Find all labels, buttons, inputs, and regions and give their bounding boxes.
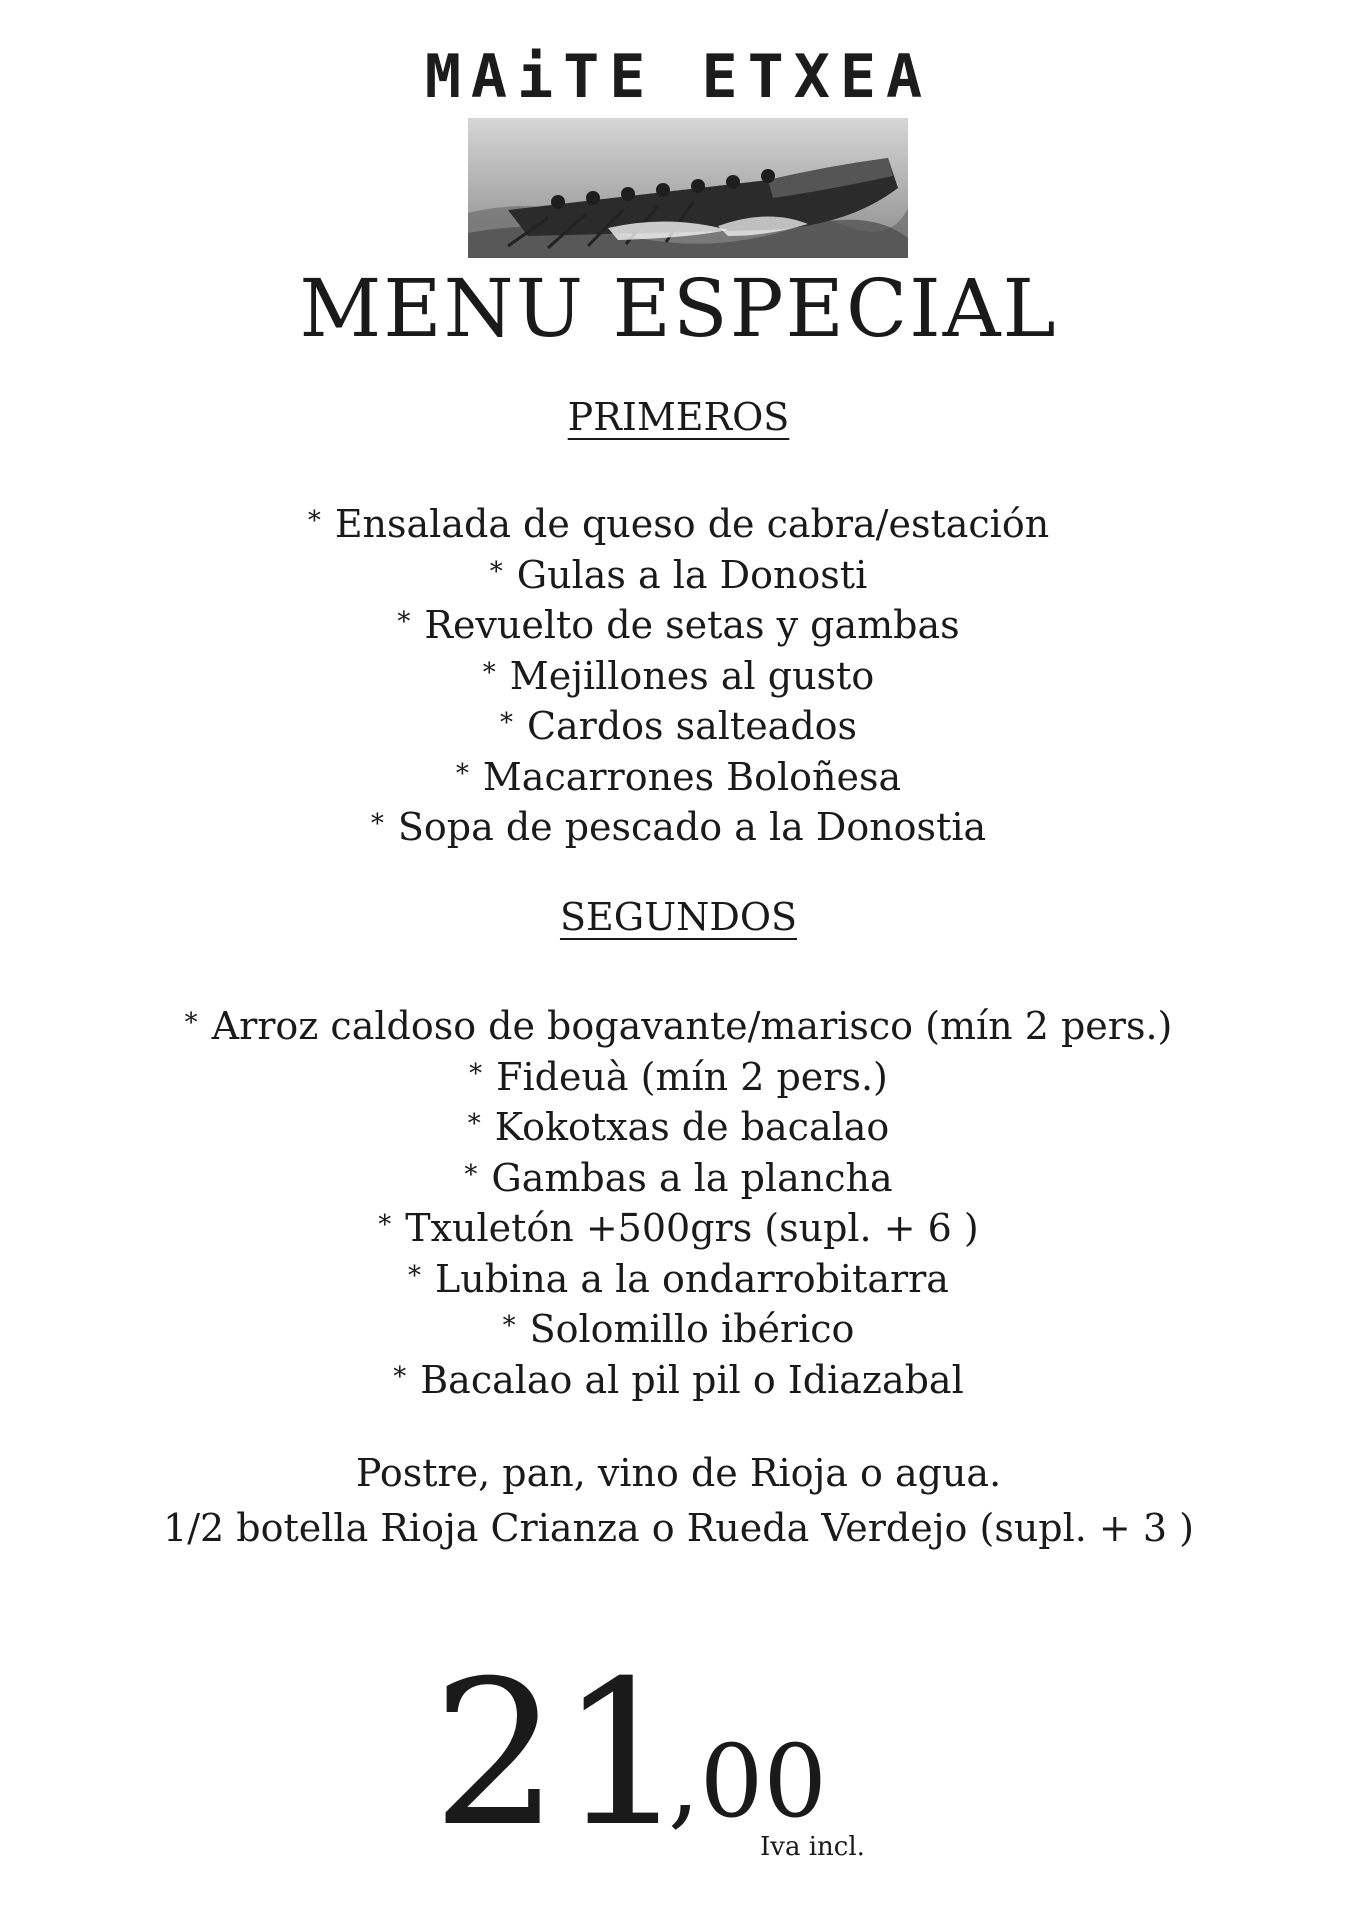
list-item	[0, 1200, 1357, 1251]
dish-name: Fideuà (mín 2 pers.)	[496, 1054, 888, 1099]
list-item	[0, 749, 1357, 800]
list-item	[0, 1049, 1357, 1100]
bullet-star-icon: *	[502, 1311, 516, 1341]
dish-name: Sopa de pescado a la Donostia	[397, 805, 987, 849]
menu-title: MENU ESPECIAL	[299, 262, 1058, 355]
dish-name: Mejillones al gusto	[509, 653, 875, 698]
dish-name: Kokotxas de bacalao	[494, 1105, 890, 1149]
dish-name: Bacalao al pil pil o Idiazabal	[420, 1357, 964, 1402]
dish-name: Gulas a la Donosti	[516, 552, 868, 597]
list-item	[0, 1352, 1357, 1403]
bullet-star-icon: *	[482, 657, 496, 688]
list-item	[0, 1251, 1357, 1302]
segundos-list	[0, 998, 1357, 1402]
bullet-star-icon: *	[378, 1210, 392, 1240]
bullet-star-icon: *	[307, 506, 321, 536]
list-item	[0, 597, 1357, 648]
dish-name: Txuletón +500grs (supl. + 6 )	[405, 1206, 979, 1250]
bullet-star-icon: *	[397, 607, 411, 637]
primeros-list	[0, 496, 1357, 850]
bullet-star-icon: *	[393, 1361, 407, 1392]
list-item	[0, 1099, 1357, 1150]
bullet-star-icon: *	[370, 809, 384, 839]
bullet-star-icon: *	[408, 1260, 422, 1291]
list-item	[0, 799, 1357, 850]
bullet-star-icon: *	[467, 1109, 481, 1139]
bullet-star-icon: *	[464, 1159, 478, 1190]
list-item	[0, 998, 1357, 1049]
price-integer: 21	[432, 1638, 687, 1871]
bullet-star-icon: *	[469, 1058, 483, 1089]
bullet-star-icon: *	[184, 1008, 198, 1038]
list-item	[0, 547, 1357, 598]
list-item	[0, 496, 1357, 547]
bullet-star-icon: *	[489, 556, 503, 587]
tax-note: Iva incl.	[760, 1832, 865, 1862]
list-item	[0, 1301, 1357, 1352]
dish-name: Ensalada de queso de cabra/estación	[334, 502, 1050, 546]
dish-name: Lubina a la ondarrobitarra	[435, 1256, 949, 1301]
list-item	[0, 648, 1357, 699]
dish-name: Macarrones Boloñesa	[482, 754, 902, 799]
restaurant-name: MAiTE ETXEA	[424, 42, 933, 112]
dish-name: Solomillo ibérico	[529, 1307, 855, 1351]
includes-line: Postre, pan, vino de Rioja o agua.	[355, 1451, 1002, 1495]
list-item	[0, 698, 1357, 749]
dish-name: Revuelto de setas y gambas	[424, 603, 960, 647]
dish-name: Gambas a la plancha	[491, 1155, 893, 1200]
primeros-heading: PRIMEROS	[567, 395, 790, 439]
dish-name: Arroz caldoso de bogavante/marisco (mín 2 pers.)	[211, 1004, 1173, 1048]
bullet-star-icon: *	[499, 708, 513, 738]
bullet-star-icon: *	[455, 758, 469, 789]
rowing-boat-photo	[468, 118, 908, 258]
wine-supplement-line: 1/2 botella Rioja Crianza o Rueda Verdejo (supl. + 3 )	[163, 1506, 1194, 1550]
segundos-heading: SEGUNDOS	[559, 895, 798, 939]
price-decimal: ,00	[668, 1723, 828, 1840]
list-item	[0, 1150, 1357, 1201]
dish-name: Cardos salteados	[526, 704, 858, 748]
